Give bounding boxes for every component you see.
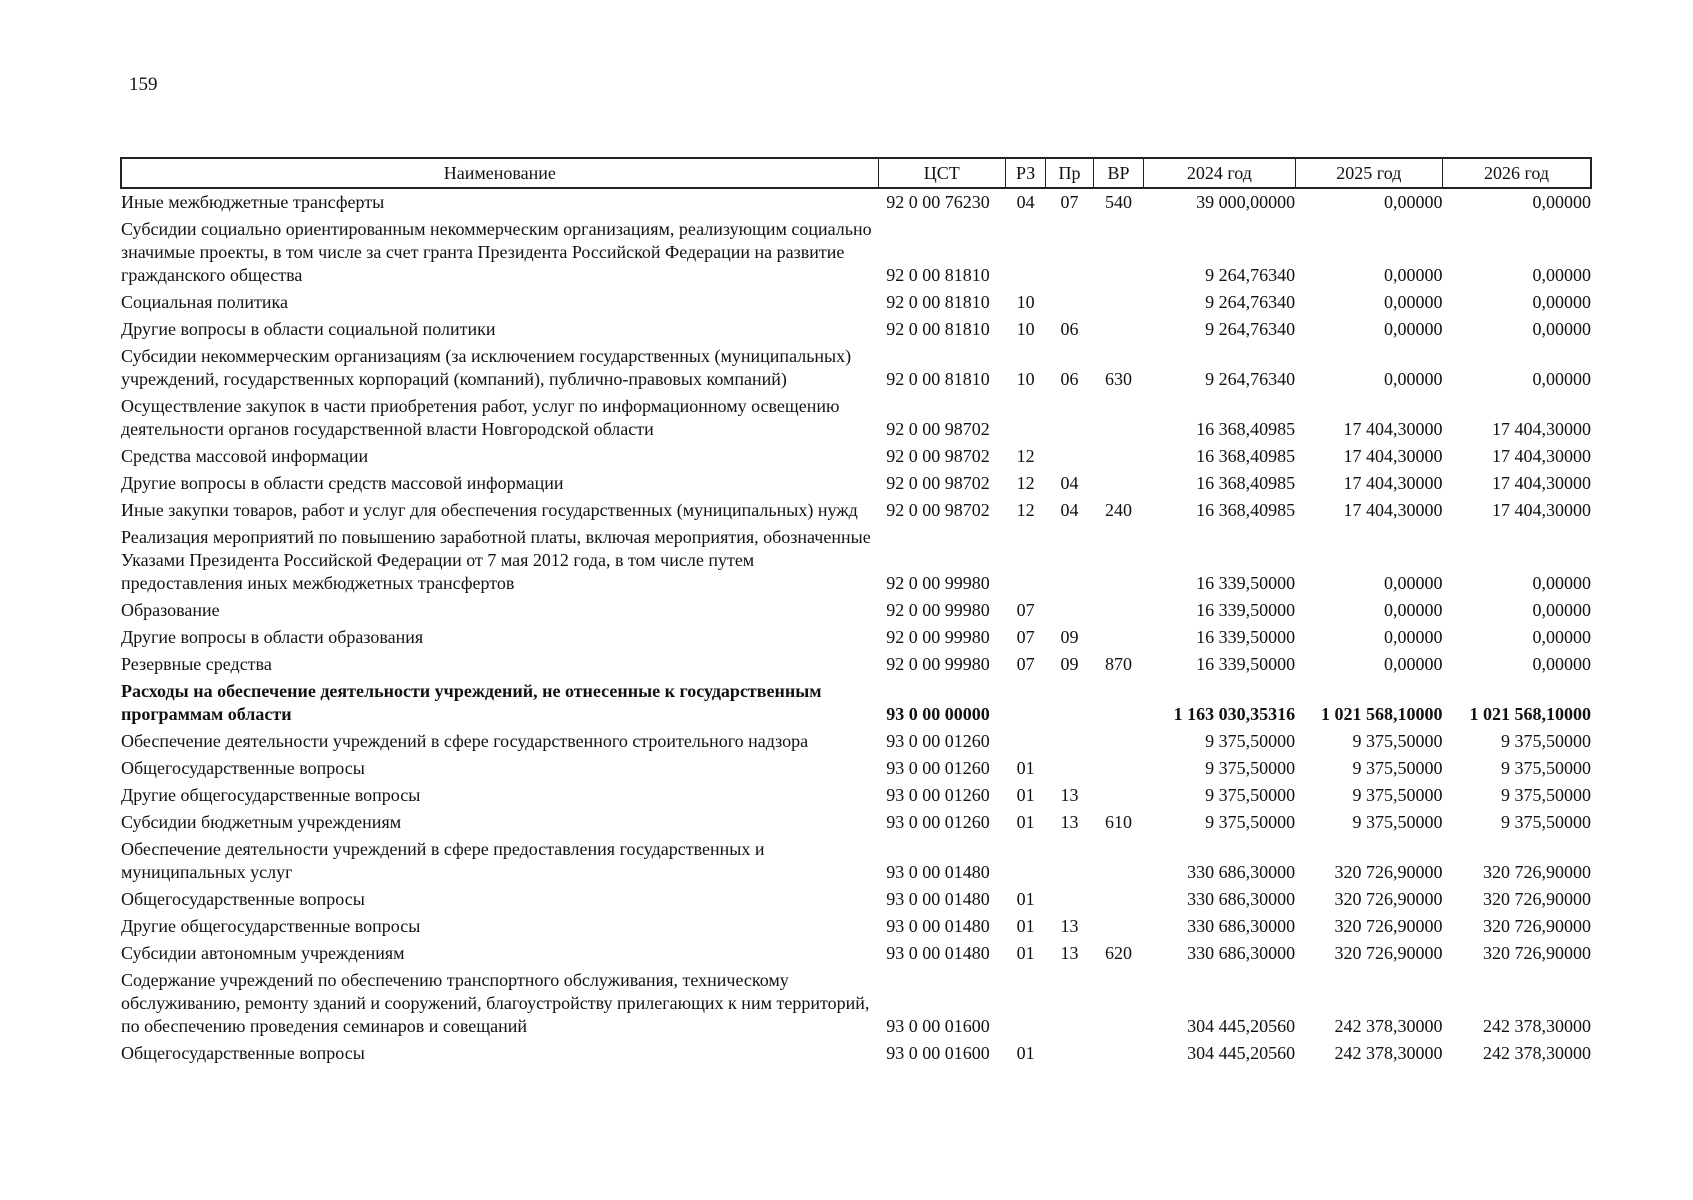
cell-vr — [1093, 316, 1143, 343]
cell-cst: 92 0 00 81810 — [886, 265, 990, 285]
header-2026: 2026 год — [1443, 158, 1591, 188]
cell-cst: 93 0 00 01480 — [886, 862, 990, 882]
cell-cst: 93 0 00 01480 — [886, 943, 990, 963]
cell-rz — [1005, 836, 1045, 886]
cell-vr — [1093, 216, 1143, 289]
cell-pr — [1046, 393, 1093, 443]
cell-2024: 330 686,30000 — [1187, 862, 1296, 882]
cell-2025: 0,00000 — [1384, 654, 1443, 674]
cell-2025: 17 404,30000 — [1343, 419, 1443, 439]
cell-cst: 92 0 00 98702 — [886, 446, 990, 466]
cell-vr — [1093, 597, 1143, 624]
cell-vr — [1093, 624, 1143, 651]
table-row — [121, 216, 1591, 289]
cell-rz: 01 — [1016, 785, 1035, 805]
cell-rz: 07 — [1016, 600, 1035, 620]
cell-pr: 13 — [1060, 943, 1079, 963]
header-pr: Пр — [1046, 158, 1093, 188]
cell-2026: 320 726,90000 — [1483, 862, 1591, 882]
cell-name: Субсидии автономным учреждениям — [121, 943, 405, 963]
cell-rz: 01 — [1016, 758, 1035, 778]
cell-vr: 240 — [1104, 500, 1132, 520]
cell-pr: 04 — [1060, 473, 1079, 493]
table-row — [121, 809, 1591, 836]
cell-cst: 92 0 00 81810 — [886, 369, 990, 389]
cell-2026: 0,00000 — [1532, 192, 1591, 212]
cell-rz: 07 — [1016, 627, 1035, 647]
budget-table — [120, 157, 1592, 1067]
cell-2025: 17 404,30000 — [1343, 473, 1443, 493]
cell-vr: 540 — [1104, 192, 1132, 212]
cell-rz: 01 — [1016, 943, 1035, 963]
cell-2025: 9 375,50000 — [1352, 758, 1443, 778]
cell-2026: 320 726,90000 — [1483, 916, 1591, 936]
cell-cst: 92 0 00 98702 — [886, 419, 990, 439]
cell-vr — [1093, 755, 1143, 782]
cell-vr — [1093, 913, 1143, 940]
header-2025: 2025 год — [1295, 158, 1442, 188]
cell-2025: 0,00000 — [1384, 319, 1443, 339]
cell-2026: 0,00000 — [1532, 265, 1591, 285]
cell-vr — [1093, 967, 1143, 1040]
cell-cst: 92 0 00 81810 — [886, 319, 990, 339]
cell-pr — [1046, 443, 1093, 470]
cell-2024: 9 375,50000 — [1205, 785, 1296, 805]
cell-name: Общегосударственные вопросы — [121, 889, 365, 909]
cell-2024: 330 686,30000 — [1187, 889, 1296, 909]
table-row — [121, 940, 1591, 967]
cell-vr: 630 — [1104, 369, 1132, 389]
cell-2026: 0,00000 — [1532, 319, 1591, 339]
cell-name: Общегосударственные вопросы — [121, 758, 365, 778]
cell-rz: 10 — [1016, 369, 1035, 389]
cell-name: Субсидии некоммерческим организациям (за исключением государственных (муниципальных) учреждений, государственных корпораций (компаний), публично-правовых компаний) — [121, 346, 852, 389]
table-row — [121, 316, 1591, 343]
cell-rz — [1005, 678, 1045, 728]
cell-name: Обеспечение деятельности учреждений в сфере государственного строительного надзора — [121, 731, 809, 751]
cell-pr: 13 — [1060, 812, 1079, 832]
cell-cst: 93 0 00 01260 — [886, 731, 990, 751]
table-row — [121, 470, 1591, 497]
cell-name: Образование — [121, 600, 220, 620]
cell-rz: 01 — [1016, 812, 1035, 832]
cell-cst: 93 0 00 01600 — [886, 1043, 990, 1063]
cell-2026: 17 404,30000 — [1492, 473, 1591, 493]
cell-rz: 01 — [1016, 1043, 1035, 1063]
table-row — [121, 913, 1591, 940]
cell-pr — [1046, 1040, 1093, 1067]
cell-2024: 330 686,30000 — [1187, 943, 1296, 963]
cell-2024: 16 368,40985 — [1196, 500, 1296, 520]
cell-cst: 92 0 00 99980 — [886, 654, 990, 674]
table-row — [121, 188, 1591, 216]
table-row — [121, 443, 1591, 470]
cell-2025: 242 378,30000 — [1334, 1016, 1443, 1036]
table-row — [121, 343, 1591, 393]
table-row — [121, 1040, 1591, 1067]
cell-2026: 0,00000 — [1532, 573, 1591, 593]
cell-name: Другие вопросы в области образования — [121, 627, 424, 647]
cell-vr — [1093, 836, 1143, 886]
cell-2025: 0,00000 — [1384, 573, 1443, 593]
cell-pr — [1046, 597, 1093, 624]
cell-rz: 12 — [1016, 446, 1035, 466]
cell-vr — [1093, 470, 1143, 497]
cell-rz: 07 — [1016, 654, 1035, 674]
cell-name: Субсидии социально ориентированным некоммерческим организациям, реализующим социально значимые проекты, в том числе за счет гранта Президента Российской Федерации на развитие гражданского общества — [121, 219, 872, 285]
cell-pr — [1046, 524, 1093, 597]
cell-name: Осуществление закупок в части приобретения работ, услуг по информационному освещению деятельности органов государственной власти Новгородской области — [121, 396, 840, 439]
cell-2025: 0,00000 — [1384, 369, 1443, 389]
cell-2026: 17 404,30000 — [1492, 446, 1591, 466]
cell-cst: 93 0 00 01600 — [886, 1016, 990, 1036]
cell-2025: 0,00000 — [1384, 192, 1443, 212]
cell-name: Другие общегосударственные вопросы — [121, 785, 421, 805]
cell-name: Другие вопросы в области средств массовой информации — [121, 473, 564, 493]
cell-2025: 320 726,90000 — [1334, 862, 1443, 882]
cell-2024: 9 375,50000 — [1205, 758, 1296, 778]
table-row — [121, 728, 1591, 755]
cell-pr: 09 — [1060, 654, 1079, 674]
cell-2026: 242 378,30000 — [1483, 1016, 1591, 1036]
cell-2025: 9 375,50000 — [1352, 785, 1443, 805]
cell-2025: 17 404,30000 — [1343, 446, 1443, 466]
cell-vr — [1093, 393, 1143, 443]
cell-name: Резервные средства — [121, 654, 272, 674]
cell-2025: 0,00000 — [1384, 292, 1443, 312]
table-row — [121, 755, 1591, 782]
cell-2025: 9 375,50000 — [1352, 812, 1443, 832]
cell-cst: 93 0 00 00000 — [886, 704, 990, 724]
cell-2024: 16 339,50000 — [1196, 573, 1296, 593]
table-row — [121, 597, 1591, 624]
cell-name: Обеспечение деятельности учреждений в сфере предоставления государственных и муниципальных услуг — [121, 839, 765, 882]
cell-2025: 320 726,90000 — [1334, 916, 1443, 936]
cell-2026: 0,00000 — [1532, 292, 1591, 312]
table-row — [121, 886, 1591, 913]
cell-2024: 304 445,20560 — [1187, 1043, 1296, 1063]
cell-name: Иные межбюджетные трансферты — [121, 192, 385, 212]
cell-pr: 06 — [1060, 319, 1079, 339]
cell-vr — [1093, 678, 1143, 728]
cell-pr — [1046, 967, 1093, 1040]
cell-vr: 610 — [1104, 812, 1132, 832]
cell-rz: 12 — [1016, 500, 1035, 520]
cell-2024: 16 368,40985 — [1196, 419, 1296, 439]
cell-name: Другие вопросы в области социальной политики — [121, 319, 496, 339]
cell-2026: 9 375,50000 — [1501, 758, 1591, 778]
cell-name: Другие общегосударственные вопросы — [121, 916, 421, 936]
cell-pr — [1046, 289, 1093, 316]
cell-name: Реализация мероприятий по повышению заработной платы, включая мероприятия, обозначенные Указами Президента Российской Федерации от 7 мая 2012 года, в том числе путем предоставления иных межбюджетных трансфертов — [121, 527, 871, 593]
table-row — [121, 289, 1591, 316]
cell-pr: 13 — [1060, 916, 1079, 936]
cell-2025: 0,00000 — [1384, 600, 1443, 620]
cell-2024: 9 375,50000 — [1205, 812, 1296, 832]
cell-2026: 0,00000 — [1532, 654, 1591, 674]
cell-name: Социальная политика — [121, 292, 288, 312]
cell-2024: 9 264,76340 — [1205, 292, 1296, 312]
cell-2026: 320 726,90000 — [1483, 889, 1591, 909]
cell-cst: 93 0 00 01260 — [886, 812, 990, 832]
cell-vr: 870 — [1104, 654, 1132, 674]
cell-2024: 16 339,50000 — [1196, 654, 1296, 674]
cell-pr — [1046, 678, 1093, 728]
cell-2024: 39 000,00000 — [1196, 192, 1296, 212]
cell-vr — [1093, 886, 1143, 913]
table-row — [121, 678, 1591, 728]
cell-vr — [1093, 524, 1143, 597]
cell-name: Субсидии бюджетным учреждениям — [121, 812, 402, 832]
cell-2024: 9 264,76340 — [1205, 265, 1296, 285]
cell-2024: 9 375,50000 — [1205, 731, 1296, 751]
cell-name: Расходы на обеспечение деятельности учреждений, не отнесенные к государственным программам области — [121, 681, 822, 724]
cell-cst: 92 0 00 98702 — [886, 500, 990, 520]
cell-rz — [1005, 967, 1045, 1040]
cell-name: Средства массовой информации — [121, 446, 369, 466]
cell-cst: 93 0 00 01260 — [886, 758, 990, 778]
cell-pr — [1046, 755, 1093, 782]
header-2024: 2024 год — [1144, 158, 1295, 188]
cell-2024: 16 368,40985 — [1196, 446, 1296, 466]
cell-2026: 242 378,30000 — [1483, 1043, 1591, 1063]
cell-pr: 06 — [1060, 369, 1079, 389]
cell-rz: 12 — [1016, 473, 1035, 493]
cell-2026: 17 404,30000 — [1492, 419, 1591, 439]
cell-rz: 10 — [1016, 319, 1035, 339]
cell-2026: 9 375,50000 — [1501, 785, 1591, 805]
cell-2024: 304 445,20560 — [1187, 1016, 1296, 1036]
cell-vr — [1093, 1040, 1143, 1067]
cell-2026: 9 375,50000 — [1501, 731, 1591, 751]
cell-2025: 0,00000 — [1384, 265, 1443, 285]
cell-2025: 9 375,50000 — [1352, 731, 1443, 751]
cell-name: Иные закупки товаров, работ и услуг для обеспечения государственных (муниципальных) нужд — [121, 500, 858, 520]
cell-2025: 320 726,90000 — [1334, 889, 1443, 909]
cell-2024: 16 339,50000 — [1196, 627, 1296, 647]
cell-2024: 330 686,30000 — [1187, 916, 1296, 936]
cell-cst: 92 0 00 81810 — [886, 292, 990, 312]
cell-cst: 92 0 00 76230 — [886, 192, 990, 212]
cell-name: Общегосударственные вопросы — [121, 1043, 365, 1063]
cell-vr: 620 — [1104, 943, 1132, 963]
header-rz: РЗ — [1005, 158, 1045, 188]
cell-pr — [1046, 216, 1093, 289]
table-row — [121, 782, 1591, 809]
cell-vr — [1093, 782, 1143, 809]
table-row — [121, 651, 1591, 678]
cell-cst: 92 0 00 99980 — [886, 573, 990, 593]
cell-pr — [1046, 728, 1093, 755]
page-number: 159 — [129, 74, 158, 95]
cell-2026: 1 021 568,10000 — [1469, 704, 1591, 724]
table-header-row — [121, 158, 1591, 188]
cell-cst: 92 0 00 99980 — [886, 600, 990, 620]
cell-cst: 93 0 00 01480 — [886, 916, 990, 936]
table-row — [121, 624, 1591, 651]
cell-rz — [1005, 393, 1045, 443]
cell-pr: 13 — [1060, 785, 1079, 805]
cell-pr: 07 — [1060, 192, 1079, 212]
cell-2024: 9 264,76340 — [1205, 319, 1296, 339]
cell-2025: 320 726,90000 — [1334, 943, 1443, 963]
cell-rz — [1005, 728, 1045, 755]
cell-pr — [1046, 886, 1093, 913]
cell-2026: 0,00000 — [1532, 627, 1591, 647]
table-body — [121, 188, 1591, 1067]
cell-rz: 01 — [1016, 916, 1035, 936]
cell-rz: 04 — [1016, 192, 1035, 212]
table-row — [121, 836, 1591, 886]
header-vr: ВР — [1093, 158, 1143, 188]
cell-2026: 0,00000 — [1532, 369, 1591, 389]
cell-2026: 17 404,30000 — [1492, 500, 1591, 520]
cell-2025: 1 021 568,10000 — [1321, 704, 1443, 724]
cell-cst: 92 0 00 99980 — [886, 627, 990, 647]
cell-pr: 09 — [1060, 627, 1079, 647]
cell-2026: 0,00000 — [1532, 600, 1591, 620]
cell-rz: 01 — [1016, 889, 1035, 909]
header-name: Наименование — [121, 158, 878, 188]
cell-cst: 93 0 00 01480 — [886, 889, 990, 909]
cell-vr — [1093, 728, 1143, 755]
cell-rz — [1005, 216, 1045, 289]
cell-vr — [1093, 289, 1143, 316]
cell-pr: 04 — [1060, 500, 1079, 520]
cell-2024: 1 163 030,35316 — [1173, 704, 1296, 724]
cell-cst: 92 0 00 98702 — [886, 473, 990, 493]
cell-name: Содержание учреждений по обеспечению транспортного обслуживания, техническому обслуживанию, ремонту зданий и сооружений, благоустройству прилегающих к ним территорий, по обеспечению проведения семинаров и совещаний — [121, 970, 870, 1036]
cell-2025: 17 404,30000 — [1343, 500, 1443, 520]
cell-vr — [1093, 443, 1143, 470]
cell-2025: 242 378,30000 — [1334, 1043, 1443, 1063]
cell-2025: 0,00000 — [1384, 627, 1443, 647]
cell-2024: 9 264,76340 — [1205, 369, 1296, 389]
cell-2026: 9 375,50000 — [1501, 812, 1591, 832]
table-row — [121, 393, 1591, 443]
table-row — [121, 967, 1591, 1040]
cell-2026: 320 726,90000 — [1483, 943, 1591, 963]
table-row — [121, 524, 1591, 597]
header-cst: ЦСТ — [878, 158, 1005, 188]
cell-pr — [1046, 836, 1093, 886]
cell-cst: 93 0 00 01260 — [886, 785, 990, 805]
table-row — [121, 497, 1591, 524]
cell-2024: 16 368,40985 — [1196, 473, 1296, 493]
cell-rz: 10 — [1016, 292, 1035, 312]
cell-2024: 16 339,50000 — [1196, 600, 1296, 620]
cell-rz — [1005, 524, 1045, 597]
